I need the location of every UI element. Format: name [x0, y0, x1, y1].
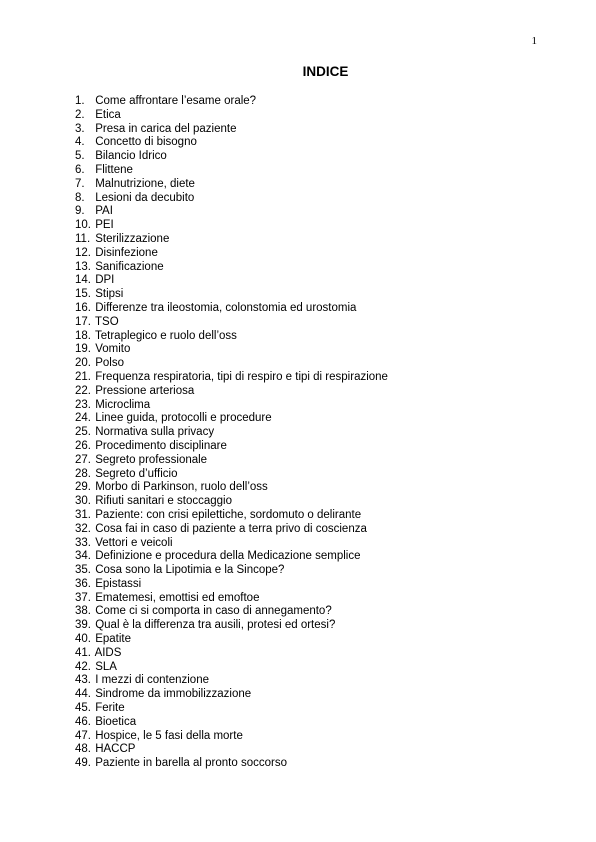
- toc-entry-number: 45.: [75, 702, 91, 715]
- toc-entry-title: Vettori e veicoli: [95, 536, 173, 549]
- toc-entry-number: 36.: [75, 577, 91, 590]
- toc-entry-number: 26.: [75, 439, 91, 452]
- toc-entry-title: HACCP: [95, 743, 136, 756]
- toc-entry-title: PAI: [95, 205, 113, 218]
- toc-entry-number: 40.: [75, 633, 91, 646]
- toc-entry-number: 31.: [75, 508, 91, 521]
- toc-entry: [75, 164, 388, 178]
- toc-entry: [75, 440, 388, 454]
- toc-entry-number: 25.: [75, 426, 91, 439]
- toc-entry-title: AIDS: [94, 646, 122, 659]
- toc-entry: [75, 619, 388, 633]
- toc-entry-number: 15.: [75, 288, 91, 301]
- page-title: INDICE: [302, 64, 349, 79]
- toc-entry: [75, 730, 388, 744]
- toc-entry: [75, 537, 388, 551]
- toc-entry-title: Come affrontare l’esame orale?: [95, 95, 257, 107]
- toc-entry-number: 35.: [75, 564, 91, 577]
- toc-entry-title: Presa in carica del paziente: [95, 122, 237, 135]
- toc-entry: [75, 233, 388, 247]
- toc-entry: [75, 357, 388, 371]
- toc-entry-number: 30.: [75, 495, 91, 508]
- toc-entry-title: DPI: [95, 274, 115, 287]
- toc-entry-number: 48.: [75, 743, 91, 756]
- toc-entry-title: I mezzi di contenzione: [95, 674, 209, 687]
- toc-entry-title: Epistassi: [95, 577, 142, 590]
- toc-entry-title: Sindrome da immobilizzazione: [95, 688, 252, 701]
- toc-entry: [75, 343, 388, 357]
- toc-entry-title: Disinfezione: [95, 246, 158, 259]
- toc-entry: [75, 509, 388, 523]
- toc-entry-number: 27.: [75, 453, 91, 466]
- toc-entry: [75, 674, 388, 688]
- toc-entry-title: Etica: [95, 108, 121, 121]
- toc-entry: [75, 468, 388, 482]
- toc-entry-title: Malnutrizione, diete: [95, 177, 195, 190]
- toc-entry-number: 33.: [75, 536, 91, 549]
- toc-entry: [75, 274, 388, 288]
- toc-entry: [75, 288, 388, 302]
- toc-entry: [75, 454, 388, 468]
- toc-entry-number: 23.: [75, 398, 91, 411]
- toc-entry-title: Come ci si comporta in caso di annegamento?: [95, 605, 332, 618]
- toc-entry: [75, 219, 388, 233]
- toc-entry-number: 29.: [75, 481, 91, 494]
- toc-entry-number: 7.: [75, 177, 85, 190]
- toc-entry: [75, 247, 388, 261]
- toc-entry: [75, 716, 388, 730]
- toc-entry-number: 43.: [75, 674, 91, 687]
- toc-entry-number: 10.: [75, 219, 91, 232]
- toc-entry: [75, 688, 388, 702]
- toc-entry: [75, 302, 388, 316]
- toc-entry-title: Segreto d’ufficio: [95, 467, 178, 480]
- toc-entry: [75, 757, 388, 771]
- toc-entry-title: Qual è la differenza tra ausili, protesi ed ortesi?: [95, 619, 336, 632]
- toc-entry-title: Pressione arteriosa: [95, 384, 195, 397]
- toc-entry-number: 3.: [75, 122, 85, 135]
- toc-entry-title: Bioetica: [95, 715, 137, 728]
- toc-entry-title: Cosa fai in caso di paziente a terra privo di coscienza: [95, 522, 367, 535]
- toc-entry-title: TSO: [95, 315, 119, 328]
- toc-entry: [75, 605, 388, 619]
- toc-entry-number: 9.: [75, 205, 85, 218]
- toc-entry-number: 2.: [75, 108, 85, 121]
- toc-entry-title: Vomito: [95, 343, 131, 356]
- toc-entry: [75, 661, 388, 675]
- toc-entry: [75, 316, 388, 330]
- toc-entry-title: Morbo di Parkinson, ruolo dell’oss: [95, 481, 268, 494]
- toc-entry-number: 14.: [75, 274, 91, 287]
- toc-entry-number: 21.: [75, 370, 91, 383]
- toc-entry: [75, 592, 388, 606]
- toc-entry-title: SLA: [95, 660, 117, 673]
- toc-entry-title: Procedimento disciplinare: [95, 439, 227, 452]
- toc-entry: [75, 95, 388, 109]
- toc-entry: [75, 178, 388, 192]
- toc-entry: [75, 647, 388, 661]
- toc-entry-number: 18.: [75, 329, 91, 342]
- toc-entry-number: 17.: [75, 315, 91, 328]
- toc-entry-title: Rifiuti sanitari e stoccaggio: [95, 495, 232, 508]
- toc-entry-number: 22.: [75, 384, 91, 397]
- toc-entry-title: Flittene: [95, 163, 133, 176]
- toc-entry: [75, 702, 388, 716]
- toc-entry-title: Sanificazione: [95, 260, 164, 273]
- toc-entry-title: Linee guida, protocolli e procedure: [95, 412, 272, 425]
- page-number: 1: [531, 35, 537, 47]
- toc-entry-title: Differenze tra ileostomia, colonstomia ed urostomia: [95, 301, 357, 314]
- toc-entry-number: 12.: [75, 246, 91, 259]
- toc-entry-number: 32.: [75, 522, 91, 535]
- toc-entry-title: Epatite: [95, 633, 132, 646]
- toc-entry: [75, 330, 388, 344]
- toc-entry-number: 20.: [75, 357, 91, 370]
- toc-entry-title: Lesioni da decubito: [95, 191, 195, 204]
- toc-entry-title: Polso: [95, 357, 124, 370]
- toc-entry-title: Segreto professionale: [95, 453, 208, 466]
- toc-entry-number: 34.: [75, 550, 91, 563]
- toc-entry: [75, 192, 388, 206]
- toc-entry-number: 6.: [75, 163, 85, 176]
- toc-entry-title: Stipsi: [95, 288, 124, 301]
- toc-entry-title: Microclima: [95, 398, 151, 411]
- toc-entry: [75, 481, 388, 495]
- toc-entry-title: Normativa sulla privacy: [95, 426, 215, 439]
- toc-entry-number: 4.: [75, 136, 85, 149]
- toc-entry: [75, 385, 388, 399]
- toc-entry: [75, 495, 388, 509]
- toc-entry-number: 16.: [75, 301, 91, 314]
- toc-entry: [75, 550, 388, 564]
- toc-entry-title: Hospice, le 5 fasi della morte: [95, 729, 243, 742]
- toc-entry-number: 13.: [75, 260, 91, 273]
- toc-entry: [75, 109, 388, 123]
- toc-entry: [75, 205, 388, 219]
- toc-entry-title: Paziente: con crisi epilettiche, sordomuto o delirante: [95, 508, 362, 521]
- toc-entry-number: 47.: [75, 729, 91, 742]
- toc-entry-number: 49.: [75, 757, 91, 770]
- toc-entry-number: 11.: [75, 232, 91, 245]
- toc-entry-title: Paziente in barella al pronto soccorso: [95, 757, 287, 770]
- toc-entry: [75, 564, 388, 578]
- toc-entry-number: 42.: [75, 660, 91, 673]
- toc-entry: [75, 523, 388, 537]
- toc-entry-number: 24.: [75, 412, 91, 425]
- toc-entry-number: 39.: [75, 619, 91, 632]
- toc-entry-number: 19.: [75, 343, 91, 356]
- toc-entry-number: 1.: [75, 95, 85, 107]
- toc-entry: [75, 412, 388, 426]
- toc-entry-number: 37.: [75, 591, 91, 604]
- toc-entry-number: 8.: [75, 191, 85, 204]
- toc-entry-title: Tetraplegico e ruolo dell’oss: [95, 329, 237, 342]
- toc-entry: [75, 633, 388, 647]
- toc-entry: [75, 136, 388, 150]
- toc-entry-number: 38.: [75, 605, 91, 618]
- toc-entry-number: 41.: [75, 646, 91, 659]
- toc-entry-title: Frequenza respiratoria, tipi di respiro e tipi di respirazione: [95, 370, 388, 383]
- toc-entry-title: Concetto di bisogno: [95, 136, 197, 149]
- table-of-contents: [75, 95, 388, 771]
- toc-entry-number: 5.: [75, 150, 85, 163]
- toc-entry: [75, 578, 388, 592]
- toc-entry-title: Definizione e procedura della Medicazione semplice: [95, 550, 361, 563]
- toc-entry-number: 28.: [75, 467, 91, 480]
- toc-entry-title: Ematemesi, emottisi ed emoftoe: [95, 591, 260, 604]
- toc-entry-title: PEI: [95, 219, 114, 232]
- toc-entry: [75, 261, 388, 275]
- toc-entry-title: Ferite: [95, 702, 125, 715]
- toc-entry-number: 46.: [75, 715, 91, 728]
- toc-entry-title: Sterilizzazione: [95, 232, 170, 245]
- toc-entry-title: Bilancio Idrico: [95, 150, 167, 163]
- toc-entry: [75, 150, 388, 164]
- toc-entry-title: Cosa sono la Lipotimia e la Sincope?: [95, 564, 285, 577]
- toc-entry-number: 44.: [75, 688, 91, 701]
- toc-entry: [75, 399, 388, 413]
- toc-entry: [75, 371, 388, 385]
- toc-entry: [75, 426, 388, 440]
- toc-entry: [75, 743, 388, 757]
- toc-entry: [75, 123, 388, 137]
